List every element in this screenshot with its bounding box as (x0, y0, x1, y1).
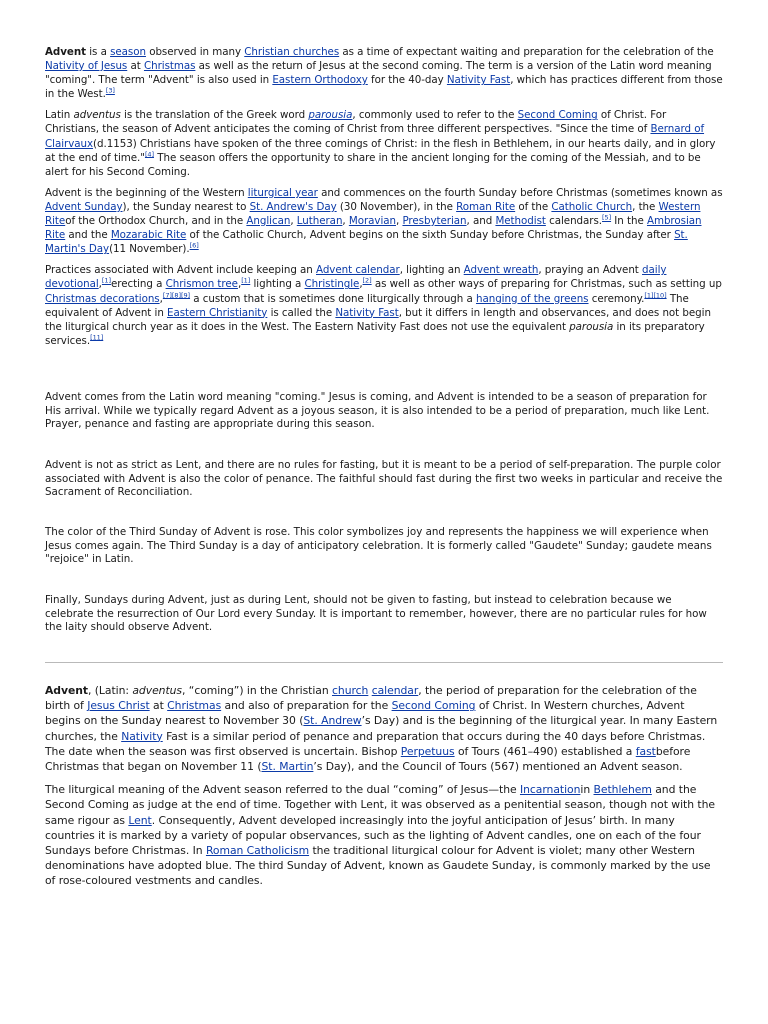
link-perpetuus[interactable]: Perpetuus (400, 744, 455, 758)
link-daily-devotional[interactable]: daily devotional (45, 264, 667, 291)
citation-link[interactable]: [1] (101, 276, 111, 285)
link-church[interactable]: church (332, 684, 369, 697)
wiki-paragraph-3: Advent is the beginning of the Western liturgical year and commences on the fourth Sunday before Christmas (sometimes known as Advent Sunday), the Sunday nearest to St. Andrew's Day (30 November), in the Roman Rite of the Catholic Church, the Western Riteof the Orthodox Church, and in the Anglican, Lutheran, Moravian, Presbyterian, and Methodist calendars.[5] In the Ambrosian Rite and the Mozarabic Rite of the Catholic Church, Advent begins on the sixth Sunday before Christmas, the Sunday after St. Martin's Day(11 November).[6] (45, 186, 723, 256)
link-mozarabic-rite[interactable]: Mozarabic Rite (110, 229, 187, 242)
citation-link[interactable]: [6] (189, 241, 199, 250)
link-chrismon-tree[interactable]: Chrismon tree (165, 278, 238, 291)
plain-paragraph-3: The color of the Third Sunday of Advent is rose. This color symbolizes joy and represents the happiness we will experience when Jesus comes again. The Third Sunday is a day of anticipatory celebration. It is formerly called "Gaudete" Sunday; gaudete means "rejoice" in Latin. (45, 526, 712, 566)
citation-link[interactable]: [5] (602, 213, 612, 222)
plain-paragraph-1: Advent comes from the Latin word meaning "coming." Jesus is coming, and Advent is intended to be a season of preparation for His arrival. While we typically regard Advent as a joyous season, it is also intended to be a period of preparation, much like Lent. Prayer, penance and fasting are appropriate during this season. (45, 391, 710, 431)
citation-link[interactable]: [1][10] (644, 291, 667, 300)
citation-link[interactable]: [4] (144, 150, 154, 159)
wiki-paragraph-4: Practices associated with Advent include keeping an Advent calendar, lighting an Advent wreath, praying an Advent daily devotional,[1]erecting a Chrismon tree,[1] lighting a Christingle,[2] as well as other ways of preparing for Christmas, such as setting up Christmas decorations,[7][8][9] a custom that is sometimes done liturgically through a hanging of the greens ceremony.[1][10] The equivalent of Advent in Eastern Christianity is called the Nativity Fast, but it differs in length and observances, and does not begin the liturgical church year as it does in the West. The Eastern Nativity Fast does not use the equivalent parousia in its preparatory services.[11] (45, 264, 722, 347)
link-advent-sunday[interactable]: Advent Sunday (45, 200, 123, 213)
link-methodist[interactable]: Methodist (495, 215, 546, 228)
plain-paragraph-2: Advent is not as strict as Lent, and there are no rules for fasting, but it is meant to be a period of self-preparation. The purple color associated with Advent is also the color of penance. The faithful should fast during the first two weeks in particular and receive the Sacrament of Reconciliation. (45, 459, 723, 499)
link-bethlehem[interactable]: Bethlehem (593, 783, 652, 797)
link-nativity-fast[interactable]: Nativity Fast (335, 306, 399, 319)
link-fast[interactable]: fast (635, 744, 656, 758)
link-advent-wreath[interactable]: Advent wreath (463, 264, 539, 277)
citation-link[interactable]: [3] (105, 86, 115, 95)
plain-paragraph-2-block (45, 459, 723, 500)
citation-link[interactable]: [1] (241, 276, 251, 285)
link-anglican[interactable]: Anglican (246, 215, 291, 228)
plain-paragraph-3-block (45, 526, 723, 567)
link-bernard-of-clairvaux[interactable]: Bernard of Clairvaux (45, 123, 705, 150)
link-calendar[interactable]: calendar (371, 684, 419, 697)
link-st-andrews-day[interactable]: St. Andrew's Day (249, 200, 337, 213)
link-jesus-christ[interactable]: Jesus Christ (87, 699, 150, 713)
plain-paragraph-1-block (45, 391, 723, 432)
link-st-martins-day[interactable]: St. Martin's Day (45, 229, 688, 256)
link-lutheran[interactable]: Lutheran (296, 215, 343, 228)
link-christmas[interactable]: Christmas (143, 60, 196, 73)
citation-link[interactable]: [2] (362, 276, 372, 285)
link-second-coming[interactable]: Second Coming (517, 109, 598, 122)
link-christmas[interactable]: Christmas (167, 699, 222, 713)
link-christingle[interactable]: Christingle (304, 278, 360, 291)
link-liturgical-year[interactable]: liturgical year (247, 186, 318, 199)
wiki-paragraph-2: Latin adventus is the translation of the Greek word parousia, commonly used to refer to the Second Coming of Christ. For Christians, the season of Advent anticipates the coming of Christ from three different perspectives. "Since the time of Bernard of Clairvaux(d.1153) Christians have spoken of the three comings of Christ: in the flesh in Bethlehem, in our hearts daily, and in glory at the end of time."[4] The season offers the opportunity to share in the ancient longing for the coming of the Messiah, and to be alert for his Second Coming. (45, 109, 716, 178)
link-st-andrew[interactable]: St. Andrew (303, 714, 362, 728)
encyclopedia-paragraph-2: The liturgical meaning of the Advent season referred to the dual “coming” of Jesus—the Incarnationin Bethlehem and the Second Coming as judge at the end of time. Together with Lent, it was observed as a penitential season, though not with the same rigour as Lent. Consequently, Advent developed increasingly into the joyful anticipation of Jesus’ birth. In many countries it is marked by a variety of popular observances, such as the lighting of Advent candles, one on each of the four Sundays before Christmas. In Roman Catholicism the traditional liturgical colour for Advent is violet; many other Western denominations have adopted blue. The third Sunday of Advent, known as Gaudete Sunday, is commonly marked by the use of rose-coloured vestments and candles. (45, 783, 715, 888)
wiki-paragraph-1: Advent is a season observed in many Christian churches as a time of expectant waiting and preparation for the celebration of the Nativity of Jesus at Christmas as well as the return of Jesus at the second coming. The term is a version of the Latin word meaning "coming". The term "Advent" is also used in Eastern Orthodoxy for the 40-day Nativity Fast, which has practices different from those in the West.[3] (45, 46, 723, 101)
encyclopedia-section (45, 683, 723, 889)
link-season[interactable]: season (110, 46, 146, 58)
link-ambrosian-rite[interactable]: Ambrosian Rite (45, 215, 702, 242)
section-divider (45, 662, 723, 663)
link-advent-calendar[interactable]: Advent calendar (316, 264, 400, 277)
term-heading: Advent (45, 46, 86, 58)
link-christmas-decorations[interactable]: Christmas decorations (45, 292, 160, 305)
link-nativity[interactable]: Nativity (121, 729, 163, 743)
link-lent[interactable]: Lent (128, 813, 152, 827)
link-st-martin[interactable]: St. Martin (261, 760, 314, 774)
link-hanging-of-the-greens[interactable]: hanging of the greens (475, 292, 589, 305)
link-parousia[interactable]: parousia (308, 109, 353, 122)
link-second-coming[interactable]: Second Coming (391, 699, 476, 713)
link-presbyterian[interactable]: Presbyterian (402, 215, 467, 228)
link-nativity-fast[interactable]: Nativity Fast (446, 74, 511, 87)
link-christian-churches[interactable]: Christian churches (244, 46, 340, 58)
citation-link[interactable]: [11] (90, 333, 104, 342)
link-eastern-christianity[interactable]: Eastern Christianity (167, 306, 268, 319)
link-western-rite[interactable]: Western Rite (45, 200, 701, 228)
link-moravian[interactable]: Moravian (348, 215, 396, 228)
link-eastern-orthodoxy[interactable]: Eastern Orthodoxy (272, 74, 368, 87)
link-roman-catholicism[interactable]: Roman Catholicism (205, 844, 310, 858)
term-heading: Advent (45, 684, 88, 697)
citation-link[interactable]: [7][8][9] (162, 291, 191, 300)
link-catholic-church[interactable]: Catholic Church (551, 200, 633, 213)
link-nativity-of-jesus[interactable]: Nativity of Jesus (45, 60, 128, 73)
link-roman-rite[interactable]: Roman Rite (456, 200, 516, 213)
plain-paragraph-4-block (45, 594, 723, 635)
encyclopedia-paragraph-1: Advent, (Latin: adventus, “coming”) in the Christian church calendar, the period of preparation for the celebration of the birth of Jesus Christ at Christmas and also of preparation for the Second Coming of Christ. In Western churches, Advent begins on the Sunday nearest to November 30 (St. Andrew’s Day) and is the beginning of the liturgical year. In many Eastern churches, the Nativity Fast is a similar period of penance and preparation that occurs during the 40 days before Christmas. The date when the season was first observed is uncertain. Bishop Perpetuus of Tours (461–490) established a fastbefore Christmas that began on November 11 (St. Martin’s Day), and the Council of Tours (567) mentioned an Advent season. (45, 684, 718, 774)
wiki-section (45, 45, 723, 348)
link-incarnation[interactable]: Incarnation (519, 783, 581, 797)
plain-paragraph-4: Finally, Sundays during Advent, just as during Lent, should not be given to fasting, but instead to celebration because we celebrate the resurrection of Our Lord every Sunday. It is important to remember, however, there are no particular rules for how the laity should observe Advent. (45, 594, 707, 634)
